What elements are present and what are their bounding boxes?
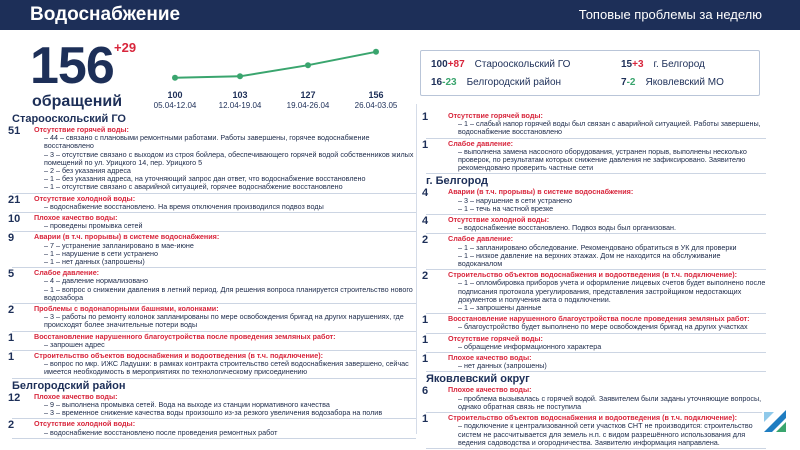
problem-item: – обращение информационного характера [458,341,602,351]
problem-item: – 1 – запрошены данные [458,303,542,313]
right-column [420,112,766,450]
problem-divider [12,438,416,439]
problem-block [420,188,766,213]
problem-block [420,354,766,370]
problem-block [420,335,766,351]
top-region-name: г. Белгород [653,59,705,70]
problem-item: – 1 – вопрос о снижении давления в летний период. Для решения вопроса планируется строительство нового водозабора [44,284,413,302]
problem-title: Плохое качество воды: [34,391,118,401]
problem-item: – проведены промывка сетей [44,221,143,231]
problem-title: Плохое качество воды: [448,385,532,395]
problem-item: – 7 – устранение запланировано в мае-июне [44,240,194,250]
problem-count: 1 [422,138,429,151]
problem-item: – 3 – нарушение в сети устранено [458,195,572,205]
problem-block [420,112,766,137]
trend-period-label: 19.04-26.04 [286,101,330,110]
problem-title: Слабое давление: [448,138,514,148]
problem-item: – водоснабжение восстановлено после проведения ремонтных работ [44,427,278,437]
problem-count: 2 [8,419,15,432]
problem-count: 6 [422,385,429,398]
top-region-row [621,77,724,88]
problem-title: Восстановление нарушенного благоустройства после проведения земляных работ: [34,331,336,341]
problem-block [420,315,766,331]
trend-value-label: 127 [300,90,316,100]
trend-value-label: 100 [167,90,183,100]
problem-count: 1 [422,111,429,123]
problem-item: – 1 – запланировано обследование. Рекомендовано обратиться в УК для проверки [458,242,737,252]
problem-block [420,216,766,232]
top-region-delta: -23 [442,77,457,88]
brand-logo-icon [762,408,788,434]
problem-count: 51 [8,125,21,137]
problem-title: Слабое давление: [34,268,100,278]
problem-block [6,126,416,192]
problem-block [420,414,766,447]
problem-count: 1 [8,351,15,364]
top-region-row [431,77,561,88]
problem-block [6,333,416,349]
total-label: обращений [32,93,123,110]
problem-count: 1 [422,413,429,426]
problem-block [420,386,766,411]
top-region-delta: -2 [626,77,636,88]
problem-item: – благоустройство будет выполнено по мере освобождения бригад на других участках [458,322,748,332]
problem-item: – 1 – течь на частной врезке [458,203,554,213]
trend-point [373,49,379,55]
problem-count: 2 [8,304,15,317]
problem-item: – запрошен адрес [44,339,105,349]
region-heading: Белгородский район [12,379,126,392]
problem-title: Слабое давление: [448,234,514,244]
trend-period-label: 26.04-03.05 [354,101,398,110]
top-region-delta: +3 [632,59,644,70]
problem-item: – вопрос по мкр. ИЖС Ладушки: в рамках контракта строительство сетей водоснабжения завершено, сейчас имеется необходимость в мероприятиях по технологическому присоединению [44,359,409,377]
page-title: Водоснабжение [30,4,181,25]
top-regions-box [420,50,760,96]
top-region-count: 100 [431,59,448,70]
problem-block [6,393,416,418]
problem-count: 10 [8,213,21,226]
trend-period-label: 05.04-12.04 [153,101,197,110]
problem-count: 1 [8,331,15,344]
total-delta: +29 [114,40,137,55]
top-region-name: Старооскольский ГО [474,59,571,70]
problem-item: – 3 – отсутствие связано с выходом из строя бойлера, обеспечивающего горячей водой собственников жилых помещений по ул. Урицкого 14, пер. Урицкого 5 [44,149,414,167]
problem-item: – 4 – давление нормализовано [44,276,149,286]
top-region-row [431,59,570,70]
region-heading: Старооскольский ГО [12,113,126,125]
problem-count: 12 [8,391,21,404]
problem-title: Строительство объектов водоснабжения и водоотведения (в т.ч. подключение): [34,351,323,361]
trend-point [305,62,311,68]
problem-block [420,235,766,268]
problem-title: Отсутствие горячей воды: [448,111,543,120]
problem-title: Отсутствие холодной воды: [34,193,136,203]
trend-value-label: 103 [232,90,248,100]
top-region-name: Яковлевский МО [645,77,724,88]
trend-value-label: 156 [368,90,384,100]
problem-item: – нет данных (запрошены) [458,361,547,371]
problem-title: Плохое качество воды: [448,353,532,363]
problem-block [6,195,416,211]
problem-title: Аварии (в т.ч. прорывы) в системе водоснабжения: [448,187,634,197]
top-region-delta: +87 [447,59,465,70]
problem-title: Строительство объектов водоснабжения и водоотведения (в т.ч. подключение): [448,413,737,423]
problem-divider [12,378,416,379]
problem-block [6,233,416,266]
problem-divider [426,448,766,449]
problem-item: – 1 – низкое давление на верхних этажах. Дом не находится на обслуживание водоканалом [458,250,721,269]
problem-item: – 1 – нет данных (запрошены) [44,257,145,267]
problem-item: – водоснабжение восстановлено. Подвоз воды был организован. [458,223,676,233]
top-region-name: Белгородский район [466,77,562,88]
problem-count: 9 [8,232,15,245]
weekly-trend-chart [140,40,420,115]
problem-block [420,271,766,312]
problem-item: – 3 – временное снижение качества воды произошло из-за резкого увеличения водозабора на полив [44,408,383,418]
problem-count: 4 [422,187,429,200]
problem-block [6,352,416,377]
problem-item: – 1 – нарушение в сети устранено [44,248,158,258]
problem-block [6,420,416,436]
problem-count: 21 [8,193,21,206]
problem-title: Строительство объектов водоснабжения и водоотведения (в т.ч. подключение): [448,270,737,280]
column-divider [416,104,417,434]
problem-title: Отсутствие горячей воды: [34,125,129,134]
problem-block [6,269,416,302]
problem-count: 2 [422,234,429,247]
problem-item: – 2 – без указания адреса [44,166,131,176]
problem-item: – выполнена замена насосного оборудования, устранен порыв, выполнены несколько проверок, по результатам которых снижение давления не зафиксировано. Заявителю рекомендовано проверить частные сети [458,146,747,173]
problem-count: 1 [422,353,429,366]
problem-title: Аварии (в т.ч. прорывы) в системе водоснабжения: [34,232,220,242]
top-region-row [621,59,705,70]
trend-period-label: 12.04-19.04 [218,101,262,110]
problem-item: – 1 – отсутствие связано с аварийной ситуацией, горячее водоснабжение восстановлено [44,182,343,192]
page-subtitle: Топовые проблемы за неделю [578,7,762,22]
problem-count: 5 [8,268,15,281]
left-column [6,112,416,440]
problem-divider [426,371,766,372]
problem-count: 2 [422,270,429,283]
top-region-count: 7 [621,77,627,88]
problem-item: – 1 – опломбировка приборов учета и оформление лицевых счетов будет выполнено после подписания протокола урегулирования, представления застройщиком недостающих документов и получения акта о подключении. [458,278,766,304]
problem-item: – 44 – связано с плановыми ремонтными работами. Работы завершены, горячее водоснабжение восстановлено [44,133,370,151]
problem-title: Плохое качество воды: [34,213,118,223]
problem-title: Отсутствие горячей воды: [448,333,543,343]
problem-block [6,214,416,230]
problem-item: – 1 – слабый напор горячей воды был связан с аварийной ситуацией. Работы завершены, водоснабжение восстановлено [458,119,761,137]
problem-count: 4 [422,215,429,228]
problem-divider [426,173,766,174]
top-region-count: 16 [431,77,443,88]
problem-title: Восстановление нарушенного благоустройства после проведения земляных работ: [448,314,750,324]
problem-count: 1 [422,333,429,346]
region-heading: г. Белгород [426,175,489,188]
trend-point [172,75,178,81]
total-count: 156 [30,37,114,95]
problem-title: Проблемы с водонапорными башнями, колонками: [34,304,219,314]
trend-point [237,73,243,79]
trend-line [175,52,376,78]
problem-item: – 9 – выполнена промывка сетей. Вода на выходе из станции нормативного качества [44,399,330,409]
problem-item: – водоснабжение восстановлено. На время отключения производился подвоз воды [44,201,324,211]
region-heading: Яковлевский округ [426,373,530,386]
problem-item: – 1 – без указания адреса, на уточняющий запрос дан ответ, что водоснабжение восстановлено [44,174,366,184]
problem-item: – подключение к централизованной сети участков СНТ не производится: строительство систем не рассчитывается для земель н.п. с видом разрешённого использования для ведения садоводства и огородничества. Заявителю информация направлена. [458,421,753,447]
problem-block [6,305,416,330]
problem-block [420,140,766,173]
problem-item: – 3 – работы по ремонту колонок запланированы по мере освобождения бригад на других нарушениях, где происходят более значительные потери воды [44,312,404,330]
problem-title: Отсутствие холодной воды: [448,215,550,225]
problem-count: 1 [422,314,429,327]
problem-item: – проблема вызывалась с горячей водой. Заявителем были заданы уточняющие вопросы, однако обратная связь не поступила [458,393,762,411]
top-region-count: 15 [621,59,633,70]
header-bar [0,0,800,30]
problem-title: Отсутствие холодной воды: [34,419,136,429]
